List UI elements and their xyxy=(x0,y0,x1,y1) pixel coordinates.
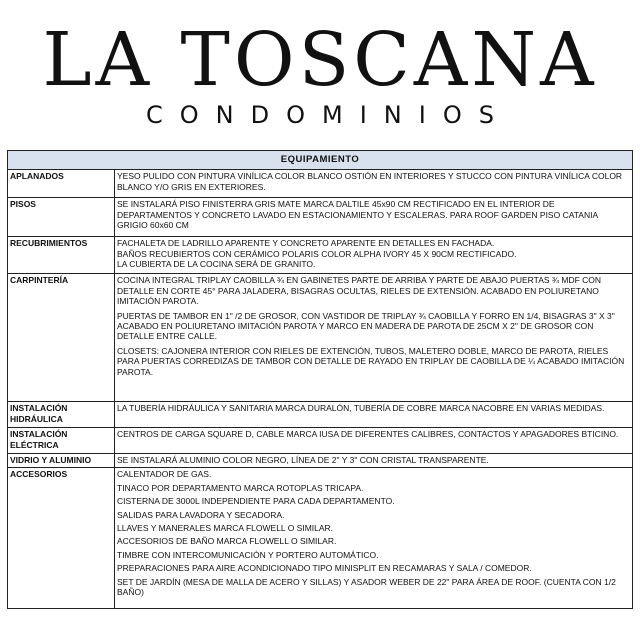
row-text: CENTROS DE CARGA SQUARE D, CABLE MARCA IUSA DE DIFERENTES CALIBRES, CONTACTOS Y APAGADORES BTICINO. xyxy=(117,429,619,440)
table-row xyxy=(8,170,633,198)
table-row xyxy=(8,198,633,237)
row-text: PUERTAS DE TAMBOR EN 1" /2 DE GROSOR, CON VASTIDOR DE TRIPLAY ¾ CAOBILLA Y FORRO EN 1/4, BISAGRAS 3" X 3" ACABADO EN POLIURETANO IMITACIÓN PAROTA Y MARCO EN MADERA DE PAROTA DE 25CM X 2" DE GROSOR CON DETALLE ENTRE CALLE. xyxy=(117,310,615,342)
row-label: APLANADOS xyxy=(8,170,115,198)
row-description xyxy=(115,274,633,402)
row-label: ACCESORIOS xyxy=(8,468,115,609)
row-text: BAÑOS RECUBIERTOS CON CERÁMICO POLARIS COLOR ALPHA IVORY 45 X 90CM RECTIFICADO. xyxy=(117,248,517,259)
table-row xyxy=(8,428,633,454)
row-text: PREPARACIONES PARA AIRE ACONDICIONADO TIPO MINISPLIT EN RECAMARAS Y SALA / COMEDOR. xyxy=(117,563,532,574)
row-text: COCINA INTEGRAL TRIPLAY CAOBILLA ¾ EN GABINETES PARTE DE ARRIBA Y PARTE DE ABAJO PUERTAS ¾ MDF CON DETALLE EN CORTE 45° PARA JALADERA, BISAGRAS OCULTAS, RIELES DE EXTENSIÓN. ACABADO EN POLIURETANO IMITACIÓN PAROTA. xyxy=(117,275,602,307)
row-text: SET DE JARDÍN (MESA DE MALLA DE ACERO Y SILLAS) Y ASADOR WEBER DE 22" PARA ÁREA DE ROOF. (CUENTA CON 1/2 BAÑO) xyxy=(117,576,616,598)
row-text: CALENTADOR DE GAS. xyxy=(117,469,212,480)
row-description xyxy=(115,428,633,454)
equipment-table xyxy=(7,150,633,609)
row-text: CISTERNA DE 3000L INDEPENDIENTE PARA CADA DEPARTAMENTO. xyxy=(117,496,395,507)
table-row xyxy=(8,468,633,609)
row-label: INSTALACIÓN ELÉCTRICA xyxy=(8,428,115,454)
table-header: EQUIPAMIENTO xyxy=(8,151,633,170)
row-text: ACCESORIOS DE BAÑO MARCA FLOWELL O SIMILAR. xyxy=(117,536,337,547)
row-description xyxy=(115,468,633,609)
row-text: SE INSTALARÁ PISO FINISTERRA GRIS MATE MARCA DALTILE 45x90 CM RECTIFICADO EN EL INTERIOR DE DEPARTAMENTOS Y CONCRETO LAVADO EN ESTACIONAMIENTO Y ESCALERAS. PARA ROOF GARDEN PISO CATANIA GRIGIO 60x60 CM xyxy=(117,199,598,231)
row-description xyxy=(115,170,633,198)
row-description xyxy=(115,198,633,237)
row-label: INSTALACIÓN HIDRÁULICA xyxy=(8,402,115,428)
table-row xyxy=(8,274,633,402)
row-label: VIDRIO Y ALUMINIO xyxy=(8,454,115,468)
row-text: LA TUBERÍA HIDRÁULICA Y SANITARIA MARCA DURALÓN, TUBERÍA DE COBRE MARCA NACOBRE EN VARIAS MEDIDAS. xyxy=(117,403,605,414)
brand-title: LA TOSCANA xyxy=(42,17,598,103)
row-label: CARPINTERÍA xyxy=(8,274,115,402)
brand-subtitle: CONDOMINIOS xyxy=(146,101,511,129)
row-text: TIMBRE CON INTERCOMUNICACIÓN Y PORTERO AUTOMÁTICO. xyxy=(117,549,379,560)
row-description xyxy=(115,237,633,274)
row-text: LA CUBIERTA DE LA COCINA SERÁ DE GRANITO. xyxy=(117,259,316,270)
table-header-row xyxy=(8,151,633,170)
brand-header xyxy=(0,0,640,146)
row-text: TINACO POR DEPARTAMENTO MARCA ROTOPLAS TRICAPA. xyxy=(117,482,364,493)
row-description xyxy=(115,454,633,468)
row-text: YESO PULIDO CON PINTURA VINÍLICA COLOR BLANCO OSTIÓN EN INTERIORES Y STUCCO CON PINTURA VINÍLICA COLOR BLANCO Y/O GRIS EN EXTERIORES. xyxy=(117,171,623,192)
table-row xyxy=(8,402,633,428)
row-text: SE INSTALARÁ ALUMINIO COLOR NEGRO, LÍNEA DE 2" Y 3" CON CRISTAL TRANSPARENTE. xyxy=(117,455,489,466)
table-row xyxy=(8,454,633,468)
row-text: CLOSETS: CAJONERA INTERIOR CON RIELES DE EXTENCIÓN, TUBOS, MALETERO DOBLE, MARCO DE PAROTA, RIELES PARA PUERTAS CORREDIZAS DE TAMBOR CON DETALLE DE RAYADO EN TRIPLAY DE CAOBILLA DE ¼ ACABADO IMITACIÓN PAROTA. xyxy=(117,345,625,377)
table-row xyxy=(8,237,633,274)
row-text: SALIDAS PARA LAVADORA Y SECADORA. xyxy=(117,509,285,520)
row-text: FACHALETA DE LADRILLO APARENTE Y CONCRETO APARENTE EN DETALLES EN FACHADA. xyxy=(117,238,495,249)
row-text: LLAVES Y MANERALES MARCA FLOWELL O SIMILAR. xyxy=(117,523,334,534)
row-label: RECUBRIMIENTOS xyxy=(8,237,115,274)
row-label: PISOS xyxy=(8,198,115,237)
row-description xyxy=(115,402,633,428)
